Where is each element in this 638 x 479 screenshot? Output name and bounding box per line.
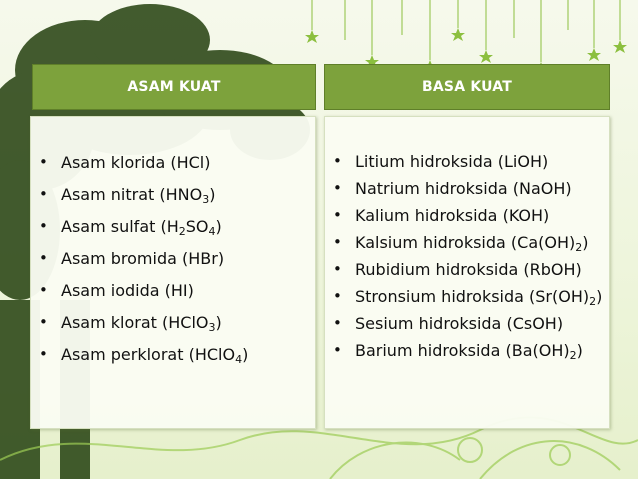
bullet: • xyxy=(39,153,48,171)
list-item: • Asam bromida (HBr) xyxy=(39,249,225,268)
list-item: • Kalium hidroksida (KOH) xyxy=(333,206,550,225)
bullet: • xyxy=(333,341,342,359)
bullet: • xyxy=(39,185,48,203)
bullet: • xyxy=(333,314,342,332)
bullet: • xyxy=(39,249,48,267)
list-item: • Asam nitrat $(HNO_3)$ xyxy=(39,185,216,206)
hanging-lines xyxy=(312,0,620,62)
list-item: • Kalsium hidroksida $(Ca(OH)_2)$ xyxy=(333,233,589,254)
bullet: • xyxy=(333,152,342,170)
bullet: • xyxy=(39,281,48,299)
bullet: • xyxy=(333,287,342,305)
list-item: • Natrium hidroksida (NaOH) xyxy=(333,179,572,198)
list-item: • Rubidium hidroksida (RbOH) xyxy=(333,260,582,279)
list-item: • Asam perklorat (HClO$_4$) xyxy=(39,345,249,366)
bullet: • xyxy=(39,345,48,363)
list-item: • Asam sulfat $(H_2SO_4)$ xyxy=(39,217,222,238)
header-basa-kuat-label: BASA KUAT xyxy=(422,79,512,95)
list-item: • Asam klorat (HClO$_3$) xyxy=(39,313,222,334)
list-item: • Litium hidroksida (LiOH) xyxy=(333,152,549,171)
bullet: • xyxy=(39,217,48,235)
list-item: • Sesium hidroksida (CsOH) xyxy=(333,314,564,333)
list-item: • Stronsium hidroksida $(Sr(OH)_2)$ xyxy=(333,287,603,308)
bullet: • xyxy=(333,260,342,278)
acid-list xyxy=(31,152,315,376)
base-list xyxy=(325,151,609,367)
bullet: • xyxy=(333,233,342,251)
base-list-panel xyxy=(324,116,610,429)
list-item: • Asam klorida (HCl) xyxy=(39,153,211,172)
list-item: • Asam iodida (HI) xyxy=(39,281,194,300)
header-asam-kuat xyxy=(32,64,316,110)
bullet: • xyxy=(333,179,342,197)
acid-list-panel xyxy=(30,116,316,429)
list-item: • Barium hidroksida $(Ba(OH)_2)$ xyxy=(333,341,583,362)
header-basa-kuat xyxy=(324,64,610,110)
header-asam-kuat-label: ASAM KUAT xyxy=(127,79,221,95)
bullet: • xyxy=(333,206,342,224)
bullet: • xyxy=(39,313,48,331)
